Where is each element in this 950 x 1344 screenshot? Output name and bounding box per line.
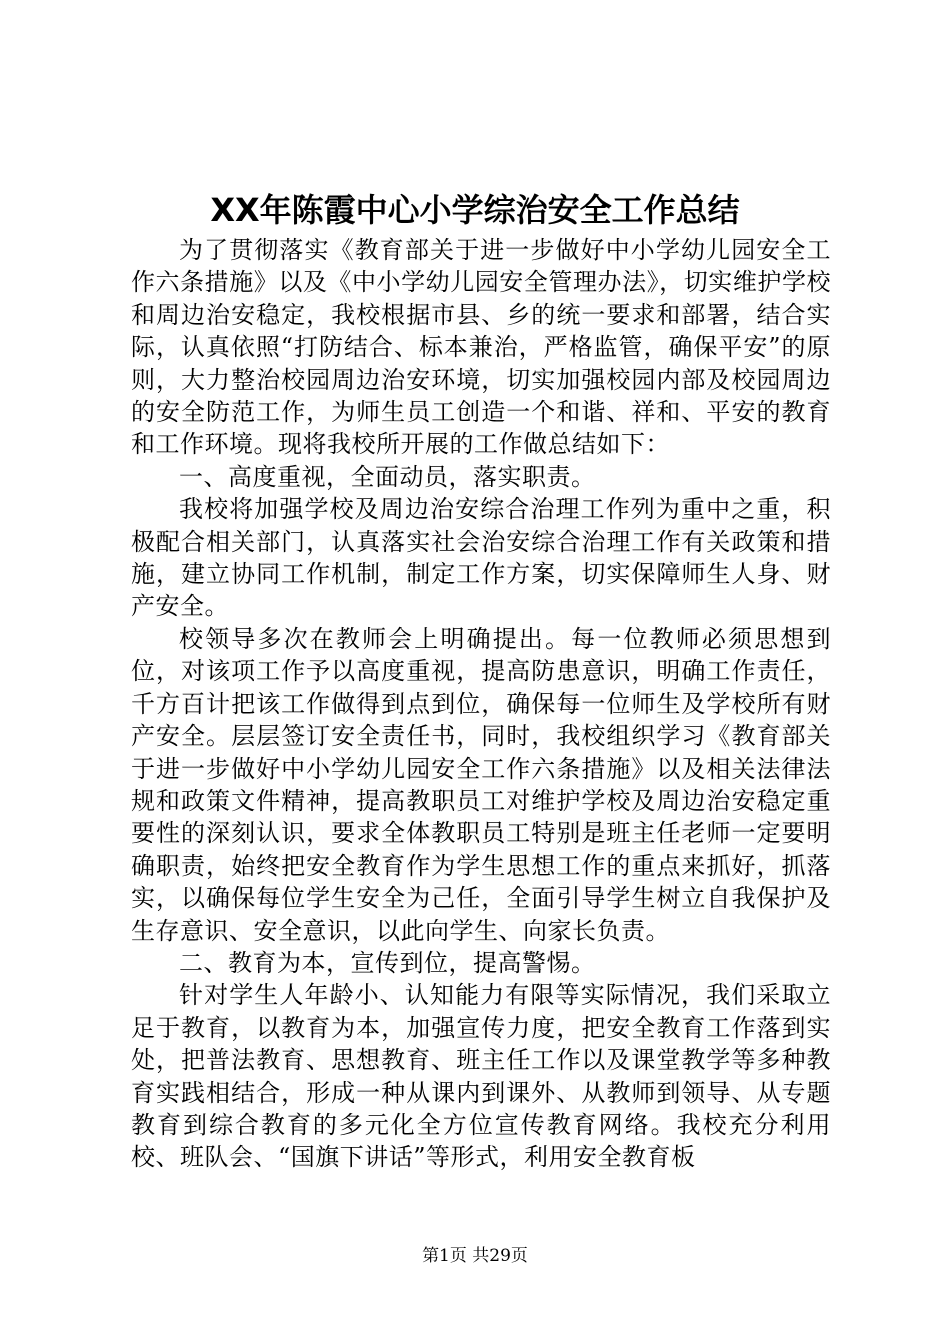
section-heading-2: 二、教育为本，宣传到位，提高警惕。 [179,948,596,977]
paragraph: 校领导多次在教师会上明确提出。每一位教师必须思想到位，对该项工作予以高度重视，提高防患意识，明确工作责任，千方百计把该工作做得到点到位，确保每一位师生及学校所有财产安全。层层签订安全责任书，同时，我校组织学习《教育部关于进一步做好中小学幼儿园安全工作六条措施》以及相关法律法规和政策文件精神，提高教职员工对维护学校及周边治安稳定重要性的深刻认识，要求全体教职员工特别是班主任老师一定要明确职责，始终把安全教育作为学生思想工作的重点来抓好，抓落实，以确保每位学生安全为己任，全面引导学生树立自我保护及生存意识、安全意识，以此向学生、向家长负责。 [131,624,831,945]
document-body [131,234,831,1174]
paragraph: 针对学生人年龄小、认知能力有限等实际情况，我们采取立足于教育，以教育为本，加强宣传力度，把安全教育工作落到实处，把普法教育、思想教育、班主任工作以及课堂教学等多种教育实践相结合，形成一种从课内到课外、从教师到领导、从专题教育到综合教育的多元化全方位宣传教育网络。我校充分利用校、班队会、“国旗下讲话”等形式，利用安全教育板 [131,981,831,1172]
paragraph-intro: 为了贯彻落实《教育部关于进一步做好中小学幼儿园安全工作六条措施》以及《中小学幼儿园安全管理办法》，切实维护学校和周边治安稳定，我校根据市县、乡的统一要求和部署，结合实际，认真依照“打防结合、标本兼治，严格监管，确保平安”的原则，大力整治校园周边治安环境，切实加强校园内部及校园周边的安全防范工作，为师生员工创造一个和谐、祥和、平安的教育和工作环境。现将我校所开展的工作做总结如下： [131,236,831,459]
document-title: XX年陈霞中心小学综治安全工作总结 [210,191,740,229]
paragraph: 我校将加强学校及周边治安综合治理工作列为重中之重，积极配合相关部门，认真落实社会治安综合治理工作有关政策和措施，建立协同工作机制，制定工作方案，切实保障师生人身、财产安全。 [131,495,831,621]
section-heading-1: 一、高度重视，全面动员，落实职责。 [179,462,596,491]
page-footer [0,1244,950,1268]
page-number: 第1页 共29页 [422,1246,528,1266]
